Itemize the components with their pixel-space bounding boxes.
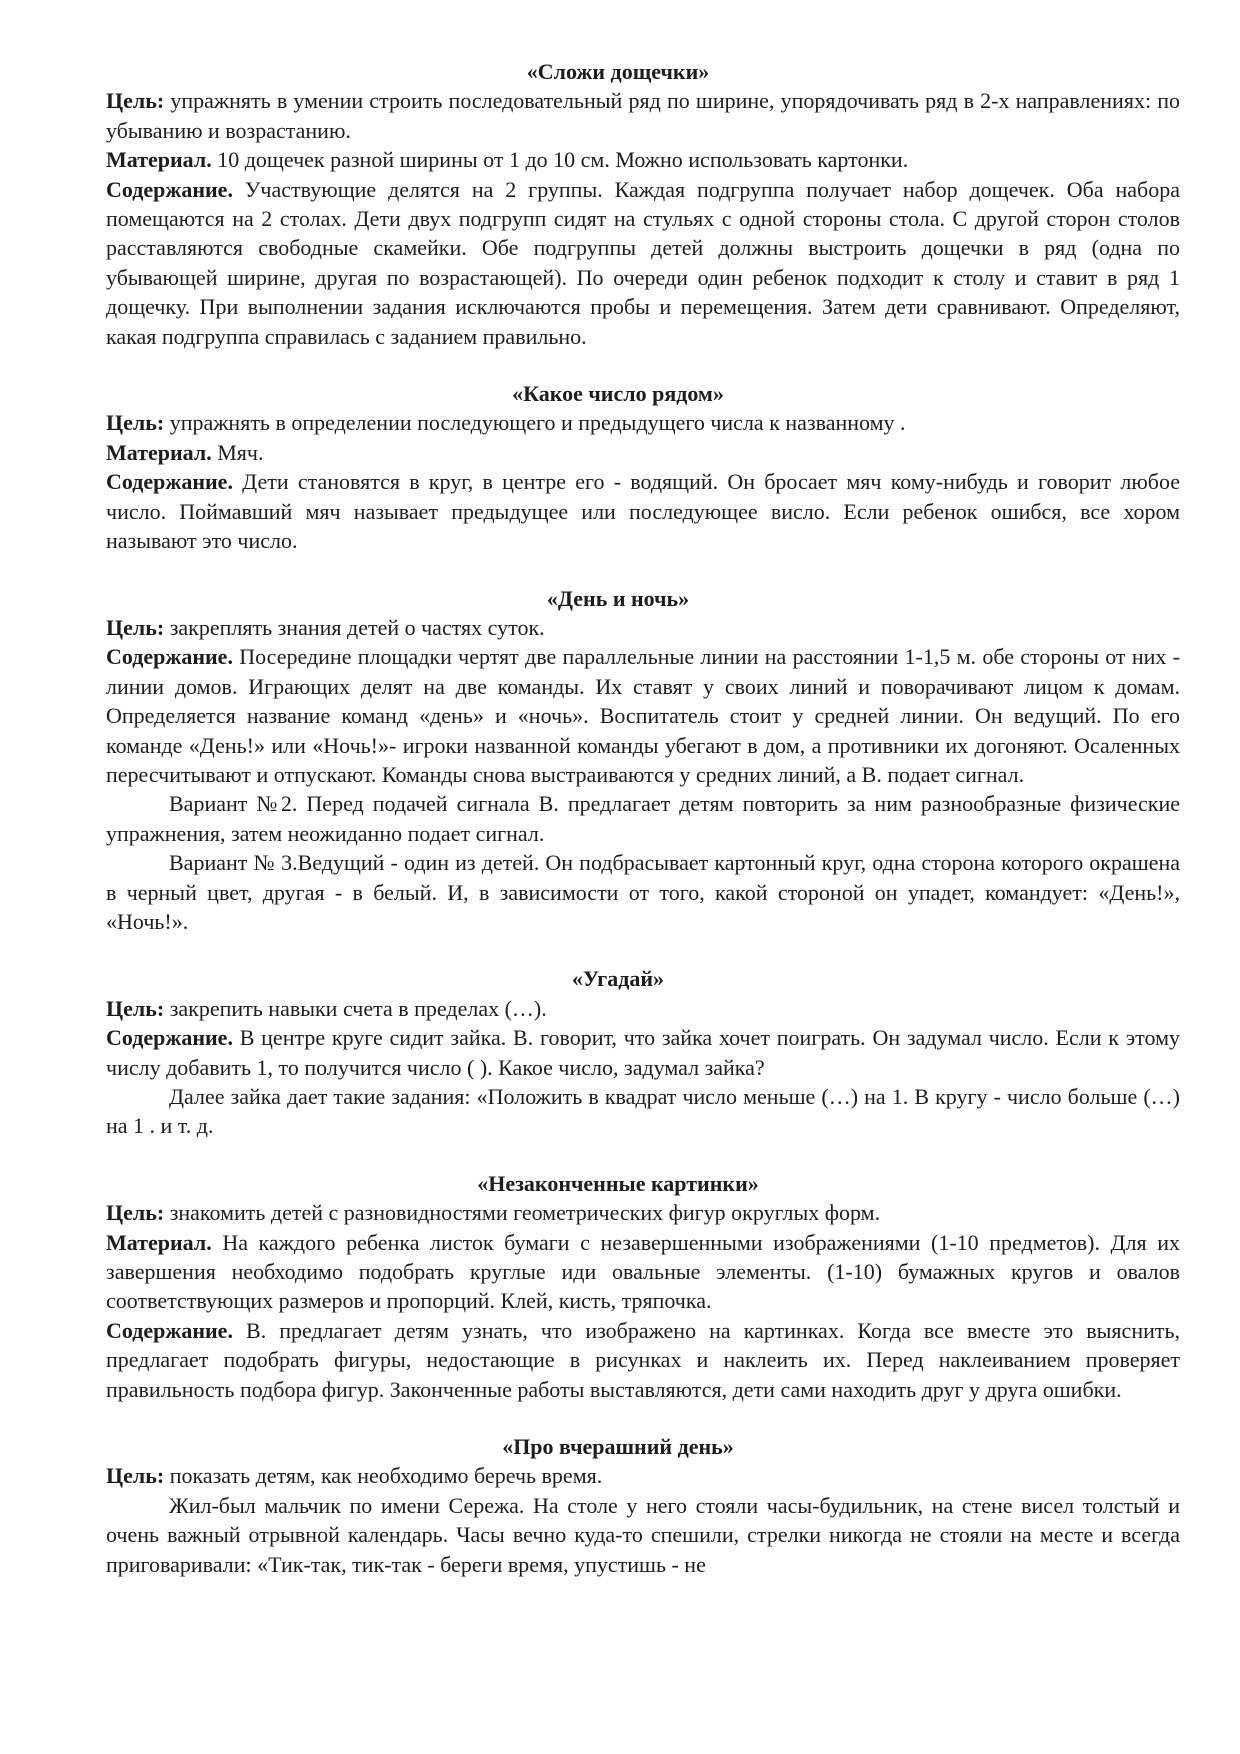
paragraph-text: В. предлагает детям узнать, что изображено на картинках. Когда все вместе это выяснить, предлагает подобрать фигуры, недостающие в рисунках и наклеить их. Перед наклеиванием проверяет правильность подбора фигур. Законченные работы выставляются, дети сами находить друг у друга ошибки. — [106, 1317, 1181, 1402]
paragraph-text: упражнять в умении строить последовательный ряд по ширине, упорядочивать ряд в 2-х направлениях: по убыванию и возрастанию. — [106, 88, 1181, 143]
paragraph-tasks — [106, 1082, 1180, 1141]
game-section-slozhi-doshchechki — [106, 57, 1180, 351]
paragraph-label: Материал. — [106, 1229, 212, 1255]
paragraph-text: На каждого ребенка листок бумаги с незавершенными изображениями (1-10 предметов). Для их завершения необходимо подобрать круглые иди овальные элементы. (1-10) бумажных кругов и овалов соответствующих размеров и пропорций. Клей, кисть, тряпочка. — [106, 1229, 1180, 1314]
paragraph-label: Цель: — [106, 1463, 165, 1489]
paragraph-text: 10 дощечек разной ширины от 1 до 10 см. Можно использовать картонки. — [217, 147, 909, 173]
paragraph-goal — [106, 613, 1180, 642]
paragraph-text: Дети становятся в круг, в центре его - водящий. Он бросает мяч кому-нибудь и говорит любое число. Поймавший мяч называет предыдущее или последующее висло. Если ребенок ошибся, все хором называют это число. — [106, 469, 1180, 554]
paragraph-text: Жил-был мальчик по имени Сережа. На столе у него стояли часы-будильник, на стене висел толстый и очень важный отрывной календарь. Часы вечно куда-то спешили, стрелки никогда не стояли на месте и всегда приговаривали: «Тик-так, тик-так - береги время, упустишь - не — [106, 1492, 1180, 1577]
paragraph-content — [106, 175, 1180, 351]
paragraph-variant-2 — [106, 789, 1180, 848]
game-section-pro-vcherashniy-den — [106, 1432, 1180, 1579]
paragraph-text: закреплять знания детей о частях суток. — [169, 614, 545, 640]
game-section-ugaday — [106, 964, 1180, 1140]
paragraph-goal — [106, 994, 1180, 1023]
paragraph-story — [106, 1491, 1180, 1579]
game-section-den-i-noch — [106, 584, 1180, 937]
paragraph-material — [106, 145, 1180, 174]
paragraph-text: показать детям, как необходимо беречь время. — [169, 1463, 603, 1489]
paragraph-text: знакомить детей с разновидностями геометрических фигур округлых форм. — [169, 1200, 881, 1226]
paragraph-text: Участвующие делятся на 2 группы. Каждая подгруппа получает набор дощечек. Оба набора помещаются на 2 столах. Дети двух подгрупп сидят на стульях с одной стороны стола. С другой сторон столов расставляются свободные скамейки. Обе подгруппы детей должны выстроить дощечки в ряд (одна по убывающей ширине, другая по возрастающей). По очереди один ребенок подходит к столу и ставит в ряд 1 дощечку. При выполнении задания исключаются пробы и перемещения. Затем дети сравнивают. Определяют, какая подгруппа справилась с заданием правильно. — [106, 176, 1180, 349]
paragraph-text: Далее зайка дает такие задания: «Положить в квадрат число меньше (…) на 1. В кругу - число больше (…) на 1 . и т. д. — [106, 1084, 1180, 1139]
paragraph-text: Вариант №2. Перед подачей сигнала В. предлагает детям повторить за ним разнообразные физические упражнения, затем неожиданно подает сигнал. — [106, 791, 1180, 846]
paragraph-label: Цель: — [106, 410, 165, 436]
section-title: «Про вчерашний день» — [502, 1434, 734, 1460]
paragraph-label: Материал. — [106, 439, 212, 465]
paragraph-content — [106, 1316, 1180, 1404]
paragraph-text: Посередине площадки чертят две параллельные линии на расстоянии 1-1,5 м. обе стороны от них - линии домов. Играющих делят на две команды. Их ставят у своих линий и поворачивают лицом к домам. Определяется название команд «день» и «ночь». Воспитатель стоит у средней линии. Он ведущий. По его команде «День!» или «Ночь!»- игроки названной команды убегают в дом, а противники их догоняют. Осаленных пересчитывают и отпускают. Команды снова выстраиваются у средних линий, а В. подает сигнал. — [106, 644, 1180, 787]
paragraph-text: закрепить навыки счета в пределах (…). — [169, 995, 547, 1021]
paragraph-goal — [106, 1461, 1180, 1490]
paragraph-text: Мяч. — [217, 439, 264, 465]
section-title: «Незаконченные картинки» — [477, 1170, 759, 1196]
paragraph-text: В центре круге сидит зайка. В. говорит, что зайка хочет поиграть. Он задумал число. Если к этому числу добавить 1, то получится число ( ). Какое число, задумал зайка? — [106, 1025, 1180, 1080]
paragraph-label: Содержание. — [106, 469, 233, 495]
paragraph-label: Материал. — [106, 147, 212, 173]
paragraph-label: Содержание. — [106, 1317, 233, 1343]
paragraph-material — [106, 1228, 1180, 1316]
paragraph-content — [106, 642, 1180, 789]
paragraph-text: Вариант № 3.Ведущий - один из детей. Он подбрасывает картонный круг, одна сторона которого окрашена в черный цвет, другая - в белый. И, в зависимости от того, какой стороной он упадет, командует: «День!», «Ночь!». — [106, 850, 1180, 934]
paragraph-text: упражнять в определении последующего и предыдущего числа к названному . — [169, 410, 906, 436]
paragraph-goal — [106, 408, 1180, 437]
paragraph-content — [106, 1023, 1180, 1082]
game-section-nezakonchennye-kartinki — [106, 1169, 1180, 1404]
paragraph-label: Цель: — [106, 88, 165, 114]
game-section-kakoe-chislo-ryadom — [106, 379, 1180, 555]
paragraph-material — [106, 438, 1180, 467]
paragraph-label: Содержание. — [106, 644, 233, 670]
paragraph-goal — [106, 1198, 1180, 1227]
section-title: «День и ночь» — [546, 585, 690, 611]
paragraph-variant-3 — [106, 848, 1180, 936]
paragraph-label: Цель: — [106, 614, 165, 640]
paragraph-label: Цель: — [106, 995, 165, 1021]
section-title: «Сложи дощечки» — [526, 59, 710, 84]
paragraph-label: Содержание. — [106, 176, 233, 202]
section-title: «Какое число рядом» — [512, 381, 724, 407]
paragraph-content — [106, 467, 1180, 555]
paragraph-label: Цель: — [106, 1200, 165, 1226]
paragraph-goal — [106, 86, 1180, 145]
paragraph-label: Содержание. — [106, 1025, 233, 1051]
section-title: «Угадай» — [571, 966, 665, 992]
